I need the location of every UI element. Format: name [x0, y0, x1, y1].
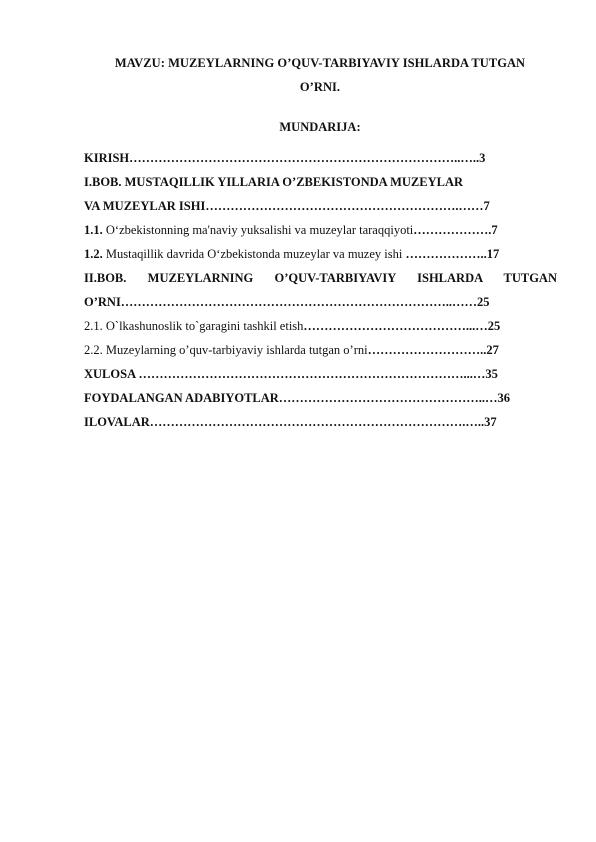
- toc-entry-chapter-2-line-1: II.BOB. MUZEYLARNING O’QUV-TARBIYAVIY ISHLARDA TUTGAN: [84, 271, 557, 285]
- toc-heading: MUNDARIJA:: [279, 120, 361, 134]
- toc-entry-xulosa: XULOSA ……………………………………………………………………...…35: [84, 367, 498, 381]
- section-number: 1.1.: [84, 223, 103, 237]
- toc-entry-section-2-2: [84, 343, 557, 358]
- section-page: ………………………..27: [367, 343, 499, 357]
- section-title: O‘zbekistonning ma'naviy yuksalishi va muzeylar taraqqiyoti: [102, 223, 414, 237]
- section-page: ………………..17: [405, 247, 500, 261]
- toc-entry-ilovalar: ILOVALAR………………………………………………………………….…..37: [84, 415, 497, 429]
- toc-entry-section-1-1: [84, 223, 557, 238]
- section-title: Mustaqillik davrida O‘zbekistonda muzeylar va muzey ishi: [102, 247, 406, 261]
- toc-entry-adabiyotlar: FOYDALANGAN ADABIYOTLAR…………………………………………..…36: [84, 391, 511, 405]
- section-page: …………………………………...…25: [303, 319, 501, 333]
- toc-entry-chapter-1-line-2: VA MUZEYLAR ISHI…………………………………………………….……7: [84, 199, 490, 213]
- document-title-line-2: O’RNI.: [299, 80, 341, 94]
- document-title-line-1: MAVZU: MUZEYLARNING O’QUV-TARBIYAVIY ISHLARDA TUTGAN: [114, 56, 526, 70]
- section-title: 2.2. Muzeylarning o’quv-tarbiyaviy ishlarda tutgan o’rni: [84, 343, 368, 357]
- section-number: 1.2.: [84, 247, 103, 261]
- section-page: ……………….7: [413, 223, 498, 237]
- section-title: 2.1. O`lkashunoslik to`garagini tashkil etish: [84, 319, 304, 333]
- toc-entry-section-1-2: [84, 247, 557, 262]
- toc-entry-chapter-1-line-1: I.BOB. MUSTAQILLIK YILLARIA O’ZBEKISTONDA MUZEYLAR: [84, 175, 464, 189]
- toc-entry-section-2-1: [84, 319, 557, 334]
- toc-entry-chapter-2-line-2: O’RNI……………………………………………………………………..……25: [84, 295, 490, 309]
- toc-entry-kirish: KIRISH……………………………………………………………………..…..3: [84, 151, 486, 165]
